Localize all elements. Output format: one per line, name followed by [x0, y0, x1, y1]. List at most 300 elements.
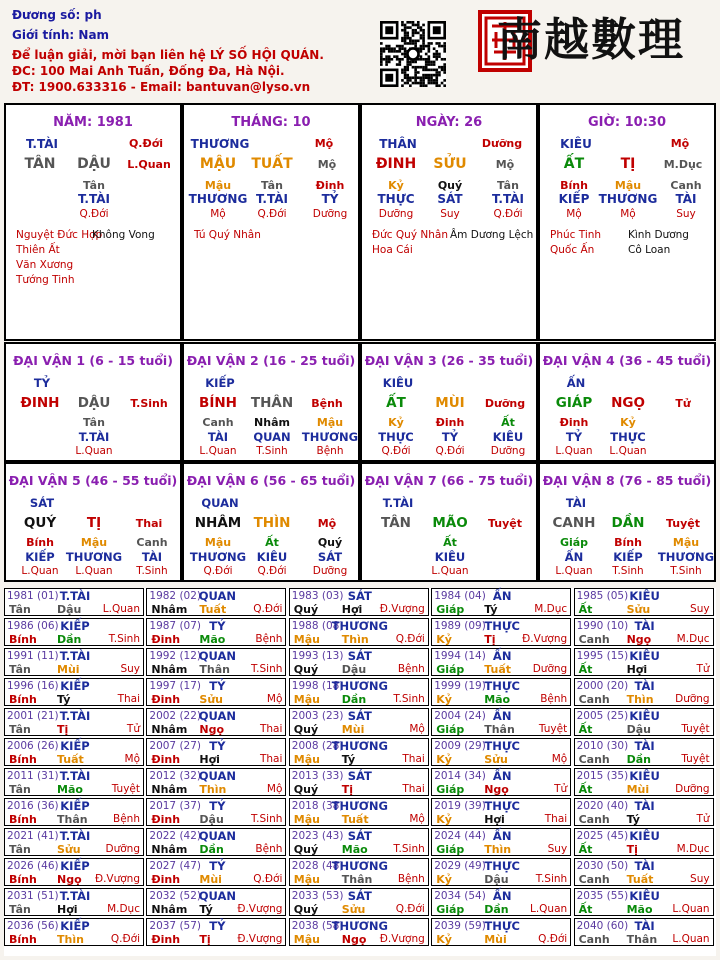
hidden-stage: Mộ: [210, 208, 226, 220]
annual-branch: Thìn: [626, 693, 654, 706]
annual-year: 1984 (04): [434, 590, 486, 602]
dai-van-title: ĐẠI VẬN 3 (26 - 35 tuổi): [364, 353, 534, 368]
annual-branch: Tuất: [57, 753, 84, 766]
annual-year: 1998 (18): [291, 680, 344, 692]
hidden-stage: L.Quan: [199, 445, 237, 457]
annual-god: KIẾP: [60, 799, 90, 813]
annual-god: SÁT: [347, 649, 372, 663]
annual-god: TỶ: [209, 739, 226, 753]
dai-van-box: [182, 342, 360, 462]
hidden-stage: Q.Đới: [257, 208, 287, 220]
annual-year: 2030 (50): [576, 860, 629, 872]
dai-van-stem: BÍNH: [199, 395, 237, 411]
pillar-stem-god: KIÊU: [560, 137, 592, 151]
hidden-stem: Canh: [202, 416, 234, 429]
dai-van-box: [182, 462, 360, 582]
annual-year: 2032 (52): [149, 890, 202, 902]
annual-stem: Đinh: [151, 933, 181, 946]
pillar-top-stage: Mộ: [314, 137, 334, 150]
annual-cell: [574, 678, 714, 706]
pillar-star: Kình Dương: [628, 229, 689, 241]
annual-year: 2025 (45): [576, 830, 629, 842]
annual-stage: Dưỡng: [675, 783, 710, 795]
hidden-god: THỰC: [377, 192, 415, 206]
annual-year: 1989 (09): [434, 620, 486, 632]
annual-branch: Tị: [341, 783, 354, 796]
annual-god: T.TÀI: [59, 649, 91, 663]
annual-cell: [146, 918, 286, 946]
pillar-box: [360, 103, 538, 341]
annual-god: THƯƠNG: [331, 799, 388, 813]
annual-stage: Tuyệt: [681, 753, 710, 765]
annual-year: 1986 (06): [7, 620, 59, 632]
annual-stem: Quý: [293, 723, 319, 736]
pillar-box: [4, 103, 182, 341]
annual-god: QUAN: [198, 889, 237, 903]
annual-stage: T.Sinh: [108, 633, 140, 645]
annual-stem: Tân: [9, 783, 31, 796]
annual-stem: Đinh: [151, 693, 181, 706]
annual-god: THỰC: [484, 679, 520, 693]
annual-stage: M.Dục: [676, 633, 710, 645]
hidden-stage: Dưỡng: [312, 208, 348, 220]
annual-god: TỶ: [209, 919, 226, 933]
dai-van-box: [538, 342, 716, 462]
annual-stage: Suy: [547, 843, 568, 855]
hidden-stem: Nhâm: [254, 416, 290, 429]
annual-god: THƯƠNG: [331, 619, 388, 633]
annual-branch: Thìn: [57, 933, 84, 946]
annual-branch: Tý: [57, 693, 71, 706]
dai-van-stage: T.Sinh: [130, 397, 168, 410]
annual-cell: [4, 768, 144, 796]
hidden-god: KIẾP: [613, 550, 643, 564]
annual-god: THỰC: [484, 619, 520, 633]
dai-van-box: [360, 342, 538, 462]
dai-van-stem: TÂN: [381, 515, 411, 531]
annual-stem: Đinh: [151, 633, 181, 646]
hidden-stage: L.Quan: [431, 565, 469, 577]
pillar-top-stage: Q.Đới: [128, 137, 164, 150]
annual-stage: T.Sinh: [250, 663, 283, 675]
annual-year: 2022 (42): [149, 830, 202, 842]
annual-stem: Giáp: [436, 723, 465, 736]
annual-god: KIÊU: [629, 709, 660, 723]
annual-cell: [4, 648, 144, 676]
annual-stem: Nhâm: [151, 663, 188, 676]
pillar-life-stage: M.Dục: [663, 158, 703, 171]
dai-van-box: [4, 462, 182, 582]
annual-god: QUAN: [198, 709, 237, 723]
annual-branch: Mão: [484, 693, 511, 706]
annual-branch: Ngọ: [626, 633, 652, 646]
annual-god: T.TÀI: [59, 589, 91, 603]
hidden-god: KIÊU: [492, 430, 524, 444]
annual-cell: [4, 858, 144, 886]
annual-stem: Kỷ: [436, 753, 452, 766]
hidden-stem: Ất: [501, 416, 515, 429]
annual-cell: [146, 798, 286, 826]
annual-stage: Bệnh: [397, 873, 425, 885]
annual-cell: [431, 798, 571, 826]
annual-stem: Nhâm: [151, 603, 188, 616]
annual-cell: [431, 648, 571, 676]
hidden-stage: T.Sinh: [256, 445, 288, 457]
annual-year: 2015 (35): [576, 770, 629, 782]
annual-branch: Mão: [341, 843, 368, 856]
annual-stage: Tuyệt: [681, 723, 710, 735]
annual-year: 1993 (13): [291, 650, 344, 662]
annual-stage: Q.Đới: [253, 873, 283, 885]
annual-cell: [146, 768, 286, 796]
annual-branch: Tý: [626, 813, 640, 826]
dai-van-branch: DẬU: [77, 395, 111, 411]
annual-stem: Canh: [578, 693, 610, 706]
annual-cell: [289, 708, 429, 736]
pillar-earthly-branch: SỬU: [433, 156, 467, 172]
dai-van-branch: MÃO: [432, 515, 468, 531]
annual-branch: Dần: [341, 693, 367, 706]
annual-cell: [4, 678, 144, 706]
annual-year: 1997 (17): [149, 680, 202, 692]
annual-cell: [289, 738, 429, 766]
hidden-stem: Mậu: [614, 179, 642, 192]
annual-stage: M.Dục: [676, 843, 710, 855]
annual-cell: [574, 798, 714, 826]
annual-god: TÀI: [634, 859, 655, 873]
annual-stage: Tử: [696, 663, 710, 675]
annual-god: QUAN: [198, 649, 237, 663]
annual-stage: Tử: [126, 723, 140, 735]
annual-cell: [146, 888, 286, 916]
annual-god: ẤN: [492, 769, 512, 783]
annual-branch: Mùi: [199, 873, 222, 886]
annual-year: 1982 (02): [149, 590, 202, 602]
hidden-stage: Bệnh: [316, 445, 344, 457]
pillar-star: Đức Quý Nhân: [372, 229, 448, 241]
annual-branch: Ngọ: [484, 783, 509, 796]
pillar-star: Văn Xương: [16, 259, 74, 271]
dai-van-title: ĐẠI VẬN 8 (76 - 85 tuổi): [542, 473, 712, 488]
annual-stage: T.Sinh: [393, 843, 425, 855]
annual-cell: [431, 588, 571, 616]
annual-stage: Suy: [690, 873, 710, 885]
dai-van-branch: DẦN: [611, 515, 645, 531]
annual-stage: L.Quan: [672, 933, 710, 945]
annual-luck-grid: [4, 588, 716, 956]
pillar-title: NGÀY: 26: [415, 115, 483, 130]
annual-stage: Q.Đới: [110, 933, 140, 945]
hidden-stem: Tân: [83, 179, 105, 192]
annual-branch: Sửu: [57, 843, 81, 856]
pillar-top-stage: Mộ: [670, 137, 690, 150]
hidden-stage: T.Sinh: [670, 565, 702, 577]
annual-branch: Sửu: [484, 753, 508, 766]
annual-year: 2010 (30): [576, 740, 629, 752]
annual-year: 2017 (37): [149, 800, 202, 812]
annual-year: 2009 (29): [434, 740, 486, 752]
hidden-stem: Kỷ: [620, 416, 636, 429]
annual-stem: Canh: [578, 753, 610, 766]
hidden-stage: L.Quan: [555, 445, 593, 457]
pillar-star: Không Vong: [92, 229, 155, 241]
dai-van-stage: Dưỡng: [484, 397, 526, 410]
annual-year: 1995 (15): [576, 650, 629, 662]
annual-stem: Ất: [578, 783, 593, 796]
annual-branch: Dần: [484, 903, 509, 916]
annual-stem: Đinh: [151, 873, 181, 886]
annual-year: 2004 (24): [434, 710, 486, 722]
dai-van-title: ĐẠI VẬN 1 (6 - 15 tuổi): [13, 353, 173, 368]
annual-stem: Ất: [578, 903, 593, 916]
annual-cell: [146, 828, 286, 856]
annual-branch: Thân: [341, 873, 373, 886]
annual-branch: Mão: [626, 903, 653, 916]
annual-branch: Tuất: [484, 663, 511, 676]
dai-van-stage: Bệnh: [311, 397, 343, 410]
hidden-god: TỶ: [441, 430, 459, 444]
hidden-stage: Dưỡng: [312, 565, 348, 577]
annual-year: 2007 (27): [149, 740, 202, 752]
hidden-stage: Suy: [440, 208, 460, 220]
annual-cell: [4, 828, 144, 856]
annual-god: KIẾP: [60, 739, 90, 753]
annual-god: TỶ: [209, 619, 226, 633]
hidden-stage: L.Quan: [75, 565, 113, 577]
annual-cell: [574, 588, 714, 616]
hidden-stage: Dưỡng: [490, 445, 526, 457]
hidden-god: THƯƠNG: [189, 550, 247, 564]
annual-stem: Kỷ: [436, 813, 452, 826]
annual-stage: Thai: [117, 693, 140, 705]
annual-god: KIẾP: [60, 619, 90, 633]
annual-cell: [4, 618, 144, 646]
annual-stage: T.Sinh: [535, 873, 568, 885]
annual-stage: Tử: [696, 813, 710, 825]
annual-stage: Bệnh: [540, 693, 568, 705]
annual-stem: Bính: [9, 693, 37, 706]
dai-van-god: ẤN: [566, 376, 586, 390]
annual-year: 2023 (43): [291, 830, 344, 842]
hidden-stem: Quý: [317, 536, 343, 549]
hidden-god: ẤN: [564, 550, 584, 564]
annual-stage: Thai: [544, 813, 568, 825]
dai-van-god: KIÊU: [382, 376, 414, 390]
hidden-god: THƯƠNG: [301, 430, 359, 444]
dai-van-stem: NHÂM: [194, 515, 242, 531]
annual-god: T.TÀI: [59, 829, 91, 843]
hidden-stage: Q.Đới: [257, 565, 287, 577]
header-line: Để luận giải, mời bạn liên hệ LÝ SỐ HỘI QUÁN.: [12, 48, 324, 62]
annual-stem: Giáp: [436, 903, 465, 916]
hidden-stem: Bính: [26, 536, 54, 549]
annual-cell: [146, 858, 286, 886]
annual-year: 2036 (56): [7, 920, 59, 932]
annual-stem: Nhâm: [151, 783, 188, 796]
dai-van-branch: THÂN: [250, 395, 294, 411]
annual-god: KIÊU: [629, 769, 660, 783]
pillar-title: THÁNG: 10: [231, 115, 311, 130]
hidden-god: TÀI: [141, 550, 163, 564]
annual-god: ẤN: [492, 589, 512, 603]
hidden-stem: Tân: [497, 179, 519, 192]
annual-cell: [574, 888, 714, 916]
annual-year: 1991 (11): [7, 650, 59, 662]
annual-cell: [431, 678, 571, 706]
annual-stem: Mậu: [293, 633, 320, 646]
annual-stem: Bính: [9, 813, 37, 826]
annual-god: TÀI: [634, 619, 655, 633]
annual-branch: Dậu: [484, 873, 509, 886]
annual-stem: Ất: [578, 723, 593, 736]
hidden-god: T.TÀI: [256, 192, 288, 206]
annual-branch: Thân: [484, 723, 515, 736]
annual-stage: Bệnh: [113, 813, 140, 825]
annual-branch: Ngọ: [199, 723, 225, 736]
annual-branch: Tý: [484, 603, 498, 616]
annual-stem: Quý: [293, 783, 319, 796]
pillar-box: [538, 103, 716, 341]
annual-branch: Tý: [341, 753, 356, 766]
hidden-god: THỰC: [378, 430, 414, 444]
annual-year: 2035 (55): [576, 890, 629, 902]
annual-year: 2005 (25): [576, 710, 629, 722]
annual-stage: Q.Đới: [395, 633, 425, 645]
annual-stage: L.Quan: [102, 603, 140, 615]
annual-branch: Hợi: [341, 603, 363, 616]
pillar-star: Phúc Tinh: [550, 229, 602, 241]
hidden-stem: Canh: [136, 536, 168, 549]
annual-branch: Mùi: [626, 783, 650, 796]
hidden-god: THƯƠNG: [188, 192, 248, 206]
annual-god: QUAN: [198, 589, 237, 603]
annual-cell: [289, 678, 429, 706]
annual-god: ẤN: [492, 829, 512, 843]
annual-stage: Đ.Vượng: [94, 873, 140, 885]
hidden-stage: Suy: [676, 208, 696, 220]
annual-branch: Mùi: [57, 663, 80, 676]
pillar-earthly-branch: TUẤT: [251, 156, 293, 172]
hidden-stem: Tân: [83, 416, 105, 429]
hidden-god: THỰC: [610, 430, 646, 444]
annual-cell: [574, 618, 714, 646]
annual-cell: [431, 618, 571, 646]
dai-van-stage: Tuyệt: [665, 517, 700, 530]
annual-stage: Thai: [402, 753, 425, 765]
pillar-life-stage: L.Quan: [127, 158, 171, 171]
annual-god: SÁT: [347, 709, 372, 723]
annual-stem: Bính: [9, 873, 37, 886]
annual-god: ẤN: [492, 709, 512, 723]
hidden-stem: Ất: [265, 536, 279, 549]
annual-stage: Suy: [120, 663, 140, 675]
annual-god: KIẾP: [60, 679, 90, 693]
annual-year: 2000 (20): [576, 680, 629, 692]
hidden-stem: Bính: [560, 179, 588, 192]
annual-year: 2002 (22): [149, 710, 202, 722]
annual-god: THƯƠNG: [331, 679, 388, 693]
annual-year: 1983 (03): [291, 590, 344, 602]
annual-cell: [4, 798, 144, 826]
annual-stage: Thai: [259, 753, 283, 765]
hidden-stem: Đinh: [559, 416, 589, 429]
dai-van-stem: ẤT: [386, 395, 406, 411]
annual-branch: Dậu: [57, 603, 82, 616]
pillar-star: Cô Loan: [628, 244, 671, 256]
annual-stem: Giáp: [436, 843, 465, 856]
annual-year: 2039 (59): [434, 920, 486, 932]
annual-stage: Đ.Vượng: [522, 633, 568, 645]
hidden-god: TỶ: [321, 192, 339, 206]
annual-branch: Hợi: [57, 903, 78, 916]
dai-van-stem: CANH: [552, 515, 596, 531]
hidden-stem: Mậu: [204, 179, 232, 192]
annual-cell: [146, 588, 286, 616]
annual-stage: Bệnh: [397, 663, 425, 675]
annual-stage: Đ.Vượng: [379, 933, 425, 945]
hidden-god: QUAN: [253, 430, 291, 444]
hidden-god: THƯƠNG: [657, 550, 715, 564]
pillar-star: Tướng Tinh: [16, 274, 75, 286]
dai-van-stem: ĐINH: [20, 395, 60, 411]
annual-god: T.TÀI: [59, 769, 91, 783]
dai-van-branch: MÙI: [435, 395, 465, 411]
annual-stage: Tuyệt: [111, 783, 140, 795]
hidden-stage: Mộ: [620, 208, 636, 220]
annual-cell: [289, 768, 429, 796]
annual-stem: Quý: [293, 843, 319, 856]
annual-stage: Bệnh: [255, 633, 283, 645]
annual-branch: Thân: [626, 933, 658, 946]
annual-stem: Giáp: [436, 603, 465, 616]
annual-cell: [289, 798, 429, 826]
header-line: Đương số: ph: [12, 8, 102, 22]
annual-branch: Tuất: [341, 813, 369, 826]
annual-cell: [289, 588, 429, 616]
annual-cell: [431, 738, 571, 766]
annual-stem: Tân: [9, 663, 31, 676]
annual-stem: Quý: [293, 663, 319, 676]
annual-year: 2024 (44): [434, 830, 486, 842]
annual-branch: Tị: [484, 633, 496, 646]
annual-god: KIÊU: [629, 829, 660, 843]
annual-stem: Nhâm: [151, 843, 188, 856]
dai-van-title: ĐẠI VẬN 7 (66 - 75 tuổi): [364, 473, 534, 488]
annual-god: KIẾP: [60, 859, 90, 873]
pillar-star: Hoa Cái: [372, 244, 413, 256]
hidden-stem: Canh: [670, 179, 702, 192]
annual-cell: [289, 828, 429, 856]
annual-stage: Tuyệt: [538, 723, 568, 735]
annual-cell: [431, 888, 571, 916]
annual-year: 2037 (57): [149, 920, 202, 932]
annual-branch: Tị: [199, 933, 211, 946]
annual-stem: Mậu: [293, 693, 320, 706]
qr-code-icon: [380, 21, 446, 87]
annual-cell: [574, 708, 714, 736]
annual-god: TÀI: [634, 739, 655, 753]
annual-stage: Đ.Vượng: [237, 903, 283, 915]
annual-stem: Tân: [9, 723, 31, 736]
annual-cell: [4, 588, 144, 616]
dai-van-god: SÁT: [29, 496, 55, 510]
dai-van-god: TÀI: [565, 496, 587, 510]
annual-stem: Kỷ: [436, 633, 452, 646]
annual-year: 2019 (39): [434, 800, 486, 812]
hidden-stage: L.Quan: [609, 445, 647, 457]
pillar-star: Nguyệt Đức Hợp: [16, 229, 103, 241]
annual-cell: [4, 708, 144, 736]
